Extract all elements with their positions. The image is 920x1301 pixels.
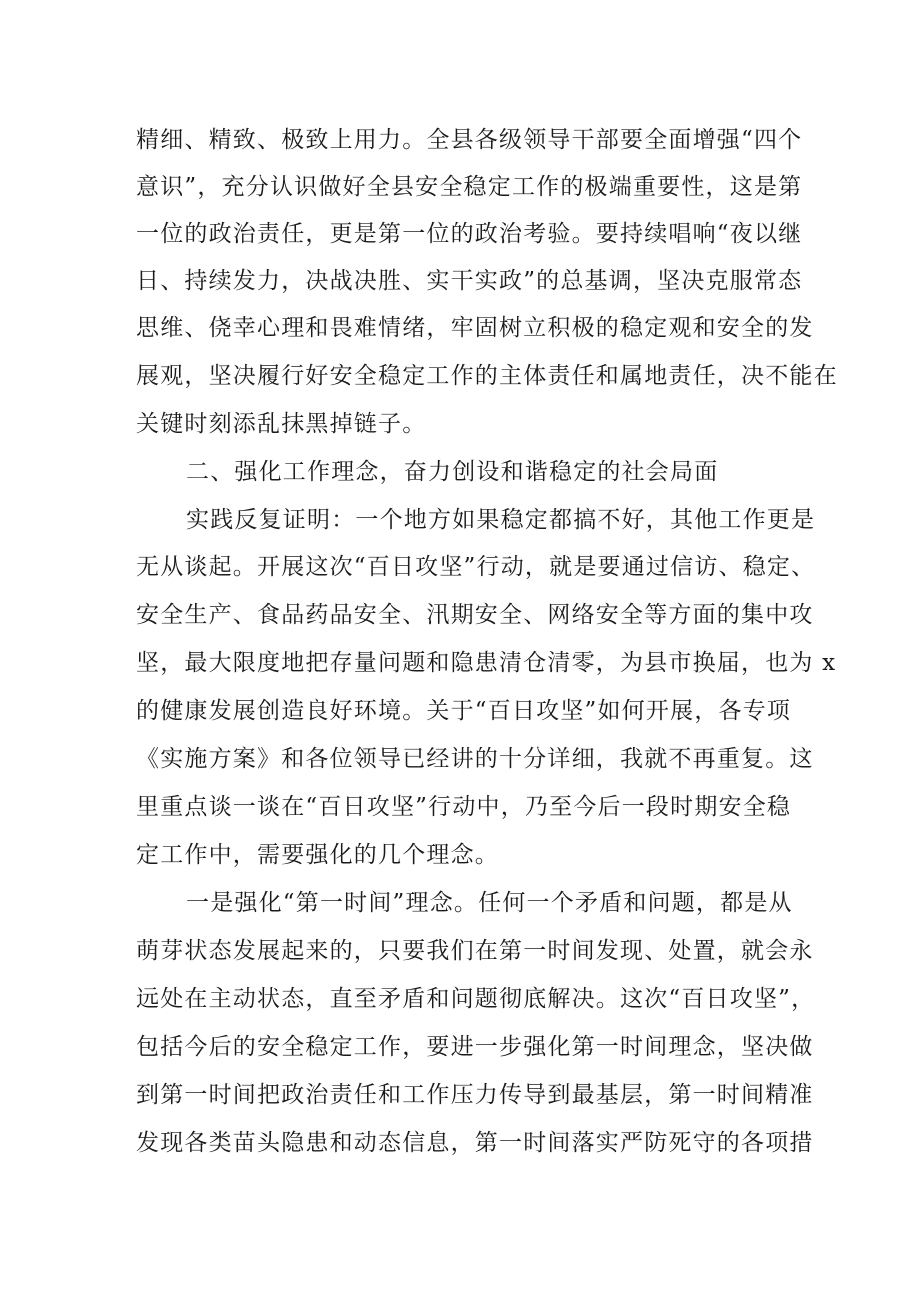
paragraph-line: 日、持续发力，决战决胜、实干实政”的总基调，坚决克服常态 — [136, 268, 803, 294]
paragraph-line: 安全生产、食品药品安全、汛期安全、网络安全等方面的集中攻 — [136, 602, 814, 628]
paragraph-line: 萌芽状态发展起来的，只要我们在第一时间发现、处置，就会永 — [136, 938, 814, 964]
paragraph-line: 关键时刻添乱抹黑掉链子。 — [136, 411, 427, 437]
paragraph-line: 实践反复证明：一个地方如果稳定都搞不好，其他工作更是 — [186, 507, 816, 533]
paragraph-line: 坚，最大限度地把存量问题和隐患清仓清零，为县市换届，也为 x — [136, 650, 837, 676]
paragraph-line: 远处在主动状态，直至矛盾和问题彻底解决。这次“百日攻坚”， — [136, 986, 816, 1012]
paragraph-line: 一位的政治责任，更是第一位的政治考验。要持续唱响“夜以继 — [136, 221, 803, 247]
paragraph-line: 无从谈起。开展这次“百日攻坚”行动，就是要通过信访、稳定、 — [136, 554, 816, 580]
paragraph-line: 意识”，充分认识做好全县安全稳定工作的极端重要性，这是第 — [136, 174, 803, 200]
paragraph-line: 《实施方案》和各位领导已经讲的十分详细，我就不再重复。这 — [136, 746, 814, 772]
paragraph-line: 思维、侥幸心理和畏难情绪，牢固树立积极的稳定观和安全的发 — [136, 315, 814, 341]
paragraph-line: 精细、精致、极致上用力。全县各级领导干部要全面增强“四个 — [136, 127, 803, 153]
paragraph-line: 到第一时间把政治责任和工作压力传导到最基层，第一时间精准 — [136, 1082, 814, 1108]
paragraph-line: 一是强化“第一时间”理念。任何一个矛盾和问题，都是从 — [186, 890, 793, 916]
section-heading: 二、强化工作理念，奋力创设和谐稳定的社会局面 — [186, 459, 719, 485]
paragraph-line: 包括今后的安全稳定工作，要进一步强化第一时间理念，坚决做 — [136, 1034, 814, 1060]
paragraph-line: 里重点谈一谈在“百日攻坚”行动中，乃至今后一段时期安全稳 — [136, 794, 792, 820]
paragraph-line: 的健康发展创造良好环境。关于“百日攻坚”如何开展，各专项 — [136, 698, 792, 724]
paragraph-line: 展观，坚决履行好安全稳定工作的主体责任和属地责任，决不能在 — [136, 363, 838, 389]
paragraph-line: 发现各类苗头隐患和动态信息，第一时间落实严防死守的各项措 — [136, 1130, 814, 1156]
paragraph-line: 定工作中，需要强化的几个理念。 — [136, 842, 499, 868]
